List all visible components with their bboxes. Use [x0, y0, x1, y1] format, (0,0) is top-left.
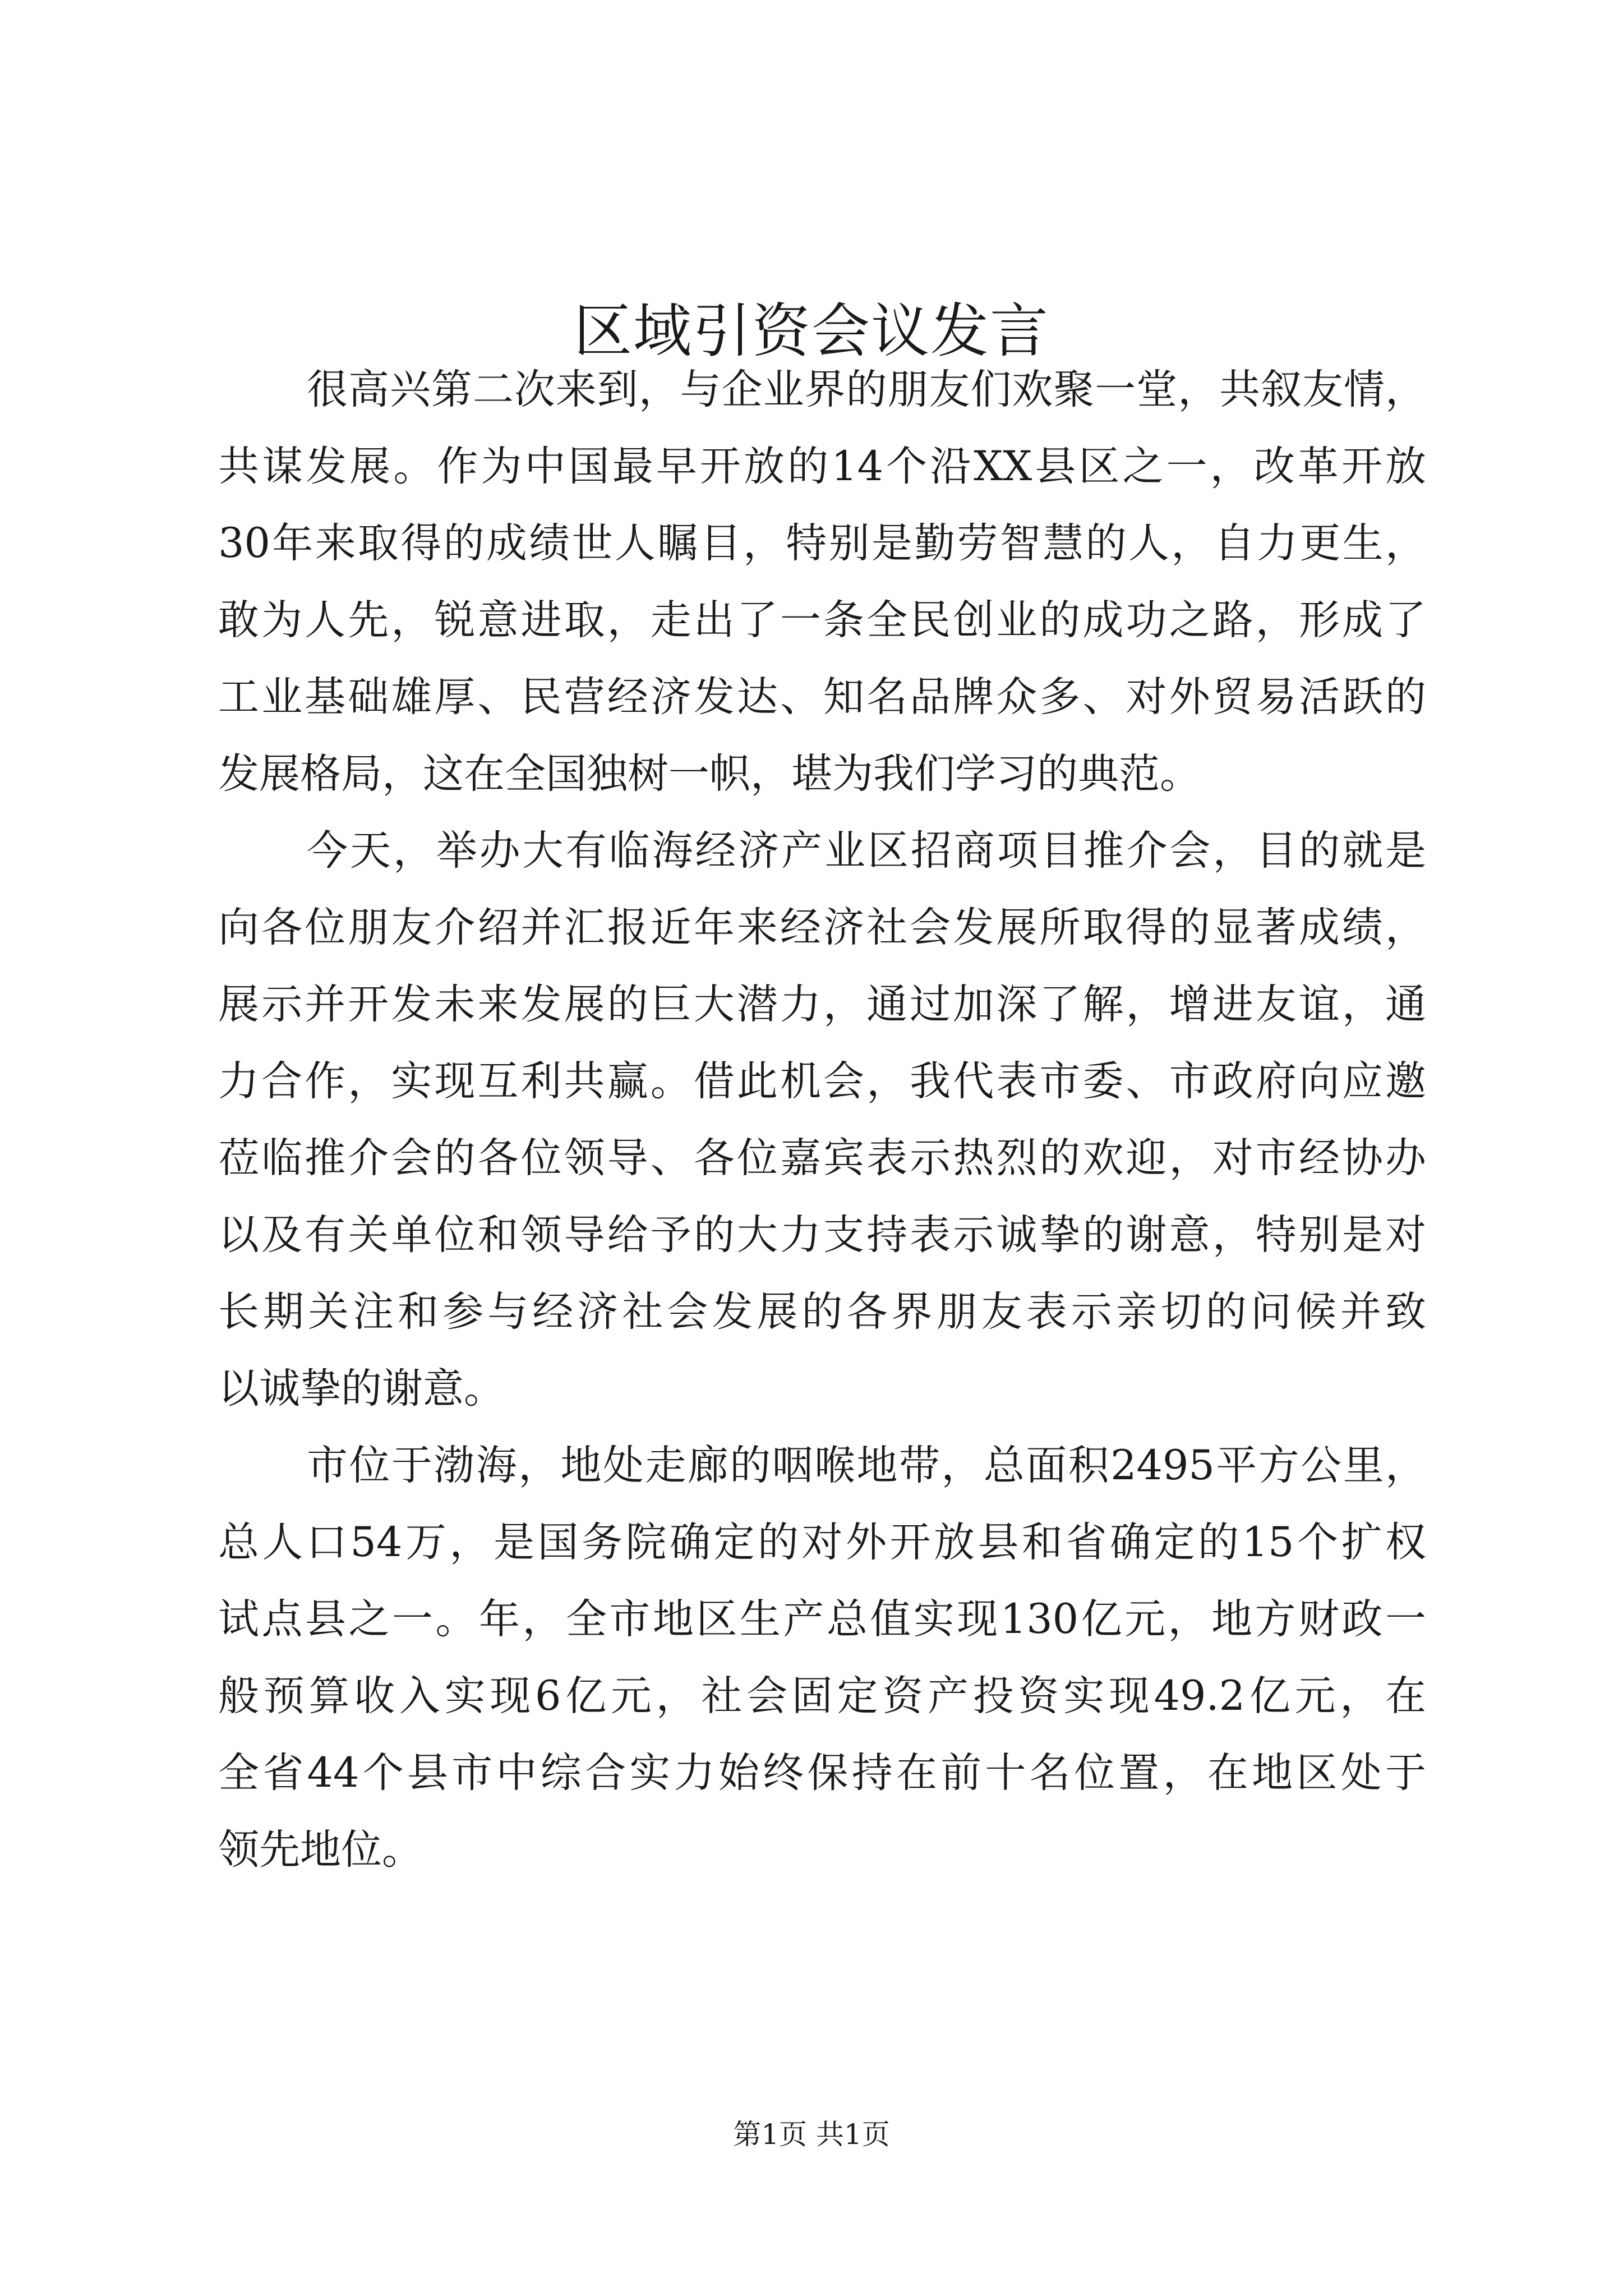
text-line: 展示并开发未来发展的巨大潜力，通过加深了解，增进友谊，通 [218, 981, 1426, 1028]
text-line: 市位于渤海，地处走廊的咽喉地带，总面积2495平方公里， [307, 1442, 1426, 1489]
paragraph-3 [218, 1427, 1426, 1888]
document-body [218, 351, 1426, 1888]
text-line: 总人口54万，是国务院确定的对外开放县和省确定的15个扩权 [218, 1519, 1426, 1566]
text-line: 以诚挚的谢意。 [218, 1365, 505, 1412]
paragraph-1 [218, 351, 1426, 812]
text-line: 工业基础雄厚、民营经济发达、知名品牌众多、对外贸易活跃的 [218, 673, 1426, 721]
text-line: 共谋发展。作为中国最早开放的14个沿XX县区之一，改革开放 [218, 443, 1426, 490]
text-line: 30年来取得的成绩世人瞩目，特别是勤劳智慧的人，自力更生， [218, 519, 1426, 567]
text-line: 向各位朋友介绍并汇报近年来经济社会发展所取得的显著成绩， [218, 904, 1426, 951]
text-line: 以及有关单位和领导给予的大力支持表示诚挚的谢意，特别是对 [218, 1211, 1426, 1259]
text-line: 长期关注和参与经济社会发展的各界朋友表示亲切的问候并致 [218, 1288, 1426, 1336]
text-line: 今天，举办大有临海经济产业区招商项目推介会，目的就是 [307, 827, 1426, 875]
text-line: 领先地位。 [218, 1826, 423, 1874]
text-line: 莅临推介会的各位领导、各位嘉宾表示热烈的欢迎，对市经协办 [218, 1134, 1426, 1182]
text-line: 发展格局，这在全国独树一帜，堪为我们学习的典范。 [218, 750, 1201, 798]
text-line: 敢为人先，锐意进取，走出了一条全民创业的成功之路，形成了 [218, 596, 1426, 644]
page-footer: 第1页 共1页 [733, 2118, 890, 2151]
text-line: 全省44个县市中综合实力始终保持在前十名位置，在地区处于 [218, 1749, 1426, 1797]
text-line: 力合作，实现互利共赢。借此机会，我代表市委、市政府向应邀 [218, 1057, 1426, 1105]
paragraph-2 [218, 812, 1426, 1427]
text-line: 试点县之一。年，全市地区生产总值实现130亿元，地方财政一 [218, 1595, 1426, 1643]
document-title: 区域引资会议发言 [573, 297, 1049, 365]
text-line: 很高兴第二次来到，与企业界的朋友们欢聚一堂，共叙友情， [307, 366, 1426, 413]
text-line: 般预算收入实现6亿元，社会固定资产投资实现49.2亿元，在 [218, 1672, 1426, 1720]
